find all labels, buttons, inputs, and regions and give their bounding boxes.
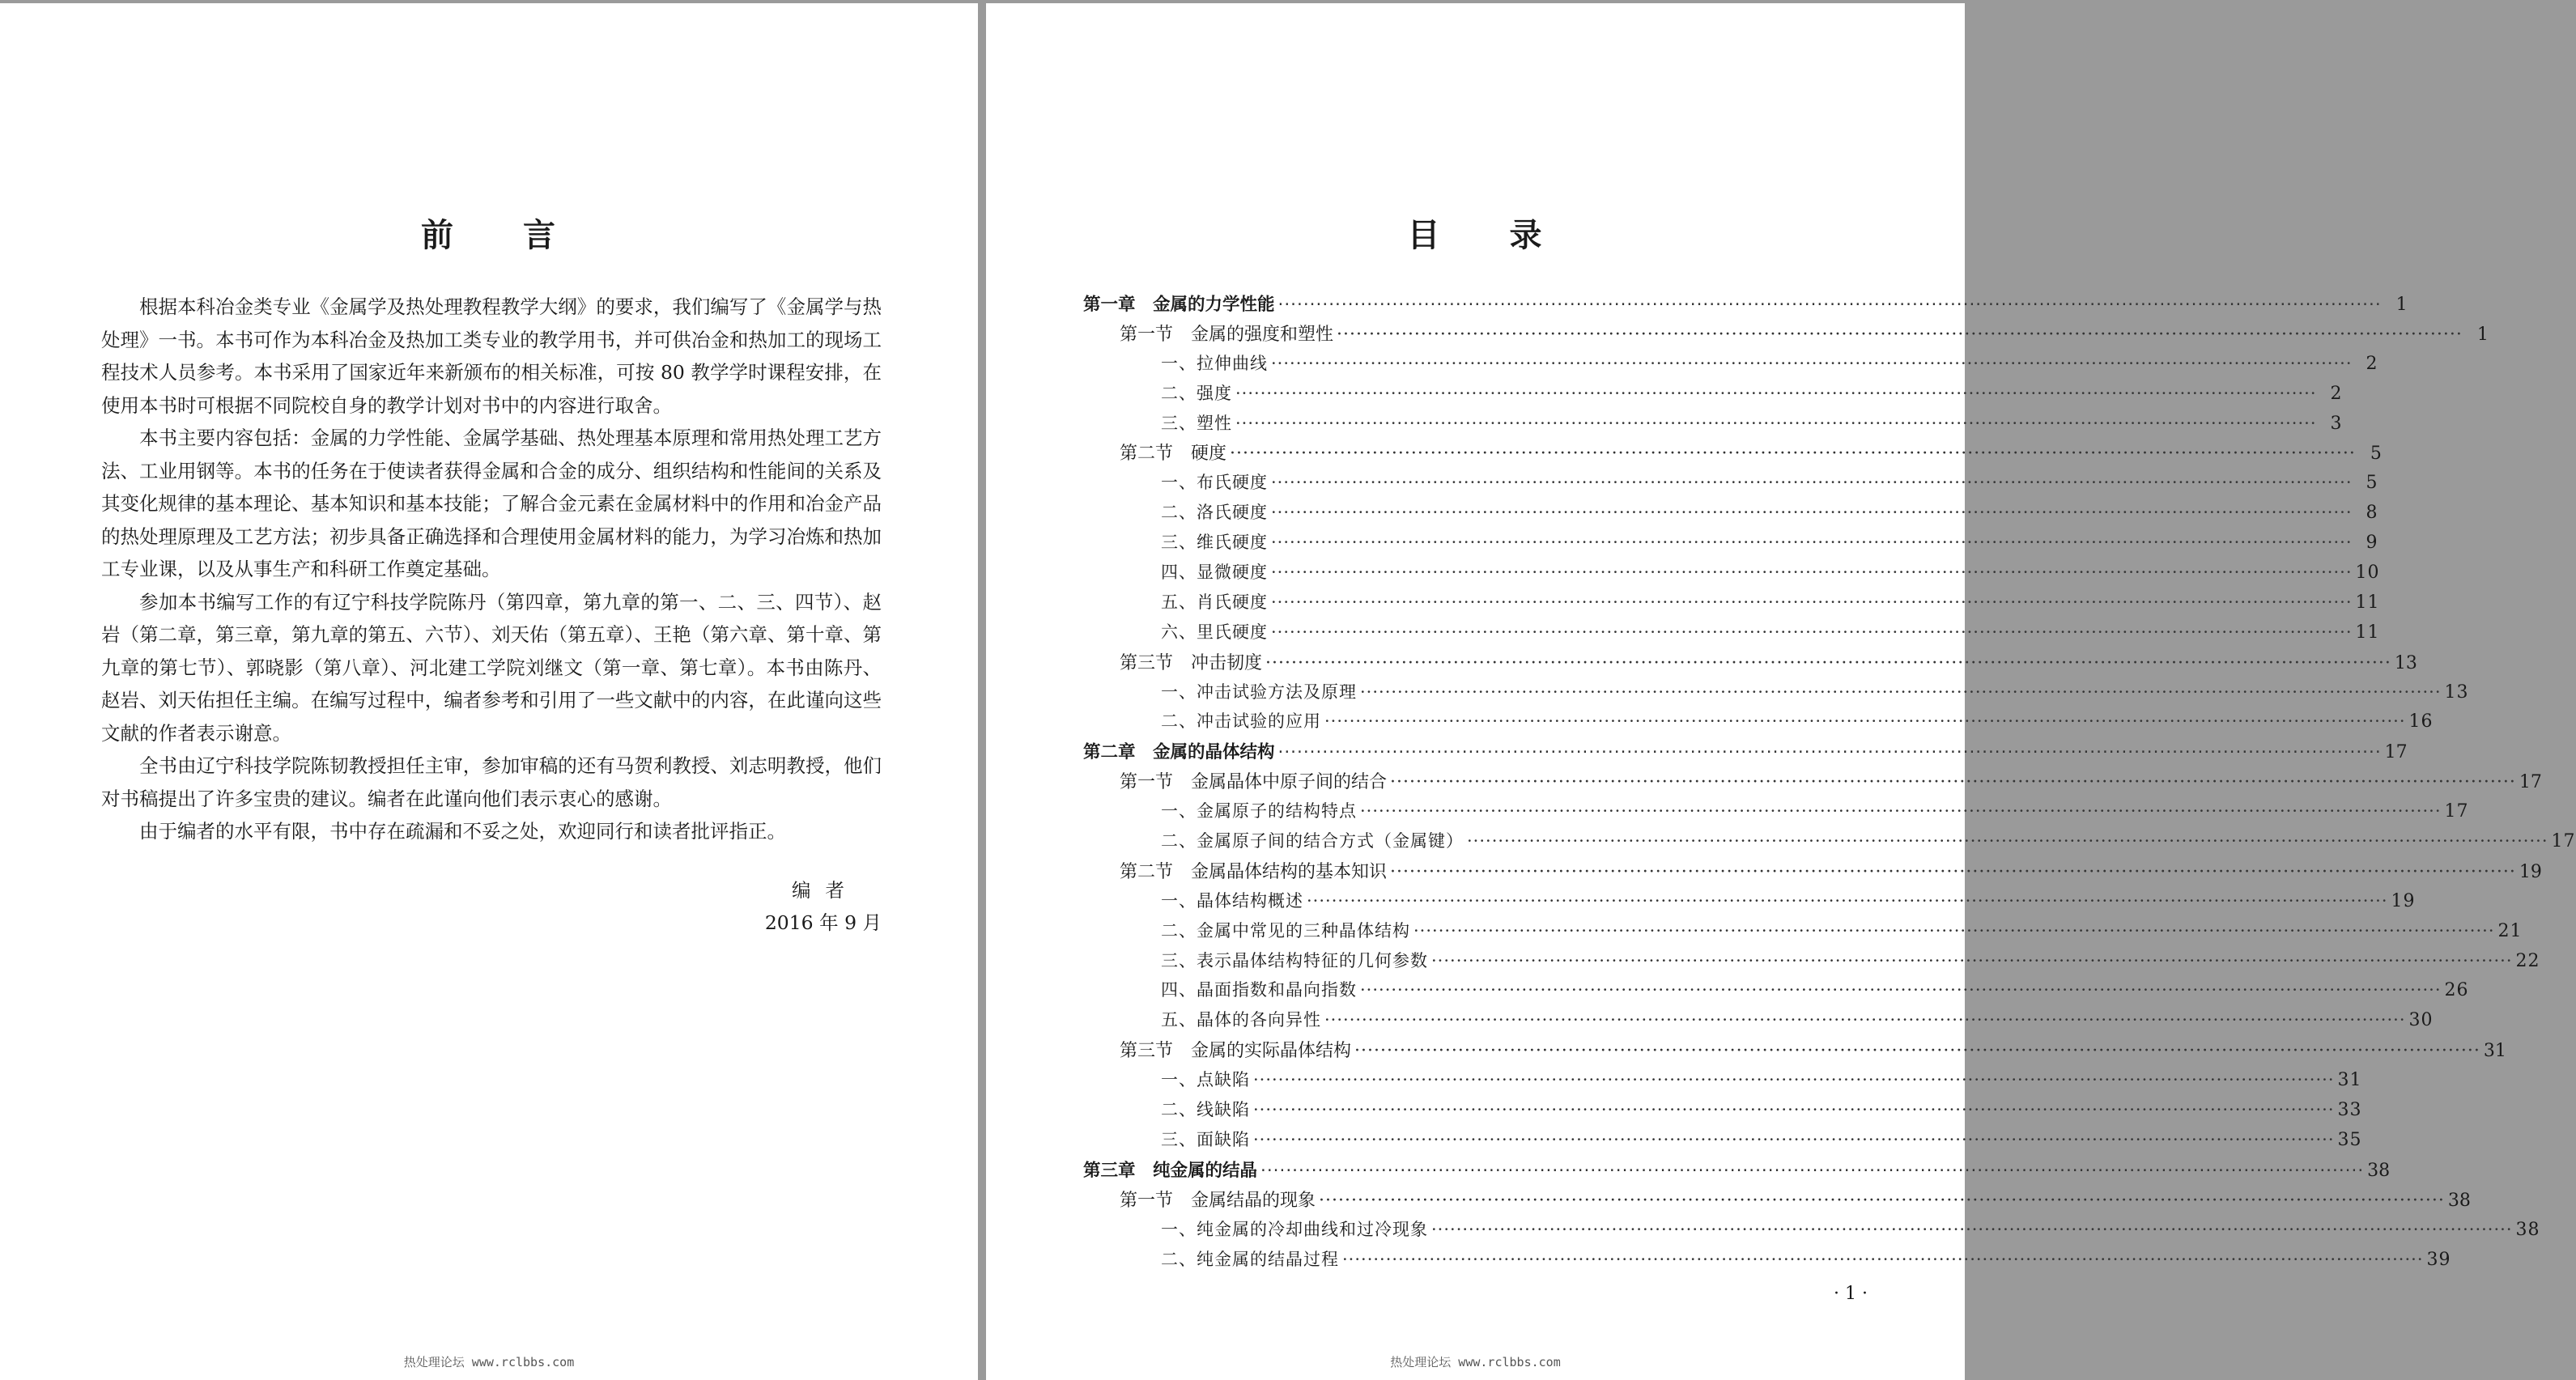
toc-leader-dots [1271, 503, 2353, 522]
toc-leader-dots [1271, 563, 2353, 582]
toc-entry-page: 17 [2444, 801, 2469, 822]
toc-leader-dots [1354, 1041, 2480, 1061]
toc-entry-page: 11 [2355, 622, 2380, 643]
preface-paragraph: 根据本科冶金类专业《金属学及热处理教程教学大纲》的要求，我们编写了《金属学与热处理》一书。本书可作为本科冶金及热加工类专业的教学用书，并可供冶金和热加工的现场工程技术人员参考。本书采用了国家近年来新颁布的相关标准，可按 80 教学学时课程安排，在使用本书时可根据不同院校自身的教学计划对书中的内容进行取舍。 [101, 295, 882, 417]
toc-entry-label: 第三节 冲击韧度 [1120, 652, 1263, 673]
toc-entry-page: 10 [2355, 563, 2380, 584]
toc-item-row[interactable] [1083, 350, 2378, 380]
toc-entry-label: 第三节 金属的实际晶体结构 [1120, 1041, 1352, 1062]
toc-item-row[interactable] [1083, 828, 2576, 858]
toc-section-row[interactable] [1083, 439, 2382, 469]
toc-entry-page: 1 [2476, 324, 2489, 345]
toc-leader-dots [1271, 622, 2353, 642]
toc-section-row[interactable] [1083, 1187, 2471, 1217]
toc-entry-label: 一、点缺陷 [1161, 1070, 1250, 1090]
toc-entry-page: 5 [2366, 473, 2378, 494]
toc-entry-label: 二、冲击试验的应用 [1161, 711, 1321, 732]
toc-leader-dots [1253, 1130, 2335, 1149]
toc-leader-dots [1235, 384, 2317, 403]
toc-leader-dots [1271, 354, 2353, 373]
toc-leader-dots [1431, 951, 2513, 970]
page-footer: 热处理论坛 www.rclbbs.com [1390, 1355, 1561, 1369]
toc-leader-dots [1307, 891, 2388, 911]
toc-entry-label: 三、维氏硬度 [1161, 533, 1268, 553]
preface-title: 前 言 [421, 216, 557, 254]
toc-item-row[interactable] [1083, 1007, 2434, 1037]
toc-entry-page: 3 [2330, 413, 2343, 434]
toc-leader-dots [1319, 1191, 2445, 1211]
toc-page [986, 3, 2576, 1380]
toc-item-row[interactable] [1083, 798, 2469, 828]
preface-paragraph: 由于编者的水平有限，书中存在疏漏和不妥之处，欢迎同行和读者批评指正。 [139, 820, 786, 843]
toc-chapter-row[interactable] [1083, 291, 2408, 321]
toc-entry-label: 二、线缺陷 [1161, 1100, 1250, 1120]
toc-entry-label: 二、强度 [1161, 383, 1232, 403]
toc-item-row[interactable] [1083, 1246, 2451, 1276]
toc-entry-page: 35 [2337, 1129, 2362, 1150]
toc-entry-label: 二、洛氏硬度 [1161, 503, 1268, 523]
toc-entry-label: 四、显微硬度 [1161, 563, 1268, 583]
toc-entry-page: 2 [2366, 353, 2378, 374]
toc-entry-page: 26 [2444, 980, 2469, 1001]
toc-section-row[interactable] [1083, 858, 2542, 888]
toc-entry-label: 一、布氏硬度 [1161, 473, 1268, 493]
toc-leader-dots [1253, 1070, 2335, 1089]
toc-item-row[interactable] [1083, 1217, 2540, 1246]
toc-leader-dots [1390, 862, 2516, 882]
toc-leader-dots [1360, 682, 2442, 702]
toc-entry-page: 30 [2408, 1010, 2434, 1031]
toc-entry-page: 17 [2384, 742, 2408, 763]
preface-paragraph: 参加本书编写工作的有辽宁科技学院陈丹（第四章，第九章的第一、二、三、四节）、赵岩（第二章，第三章，第九章的第五、六节）、刘天佑（第五章）、王艳（第六章、第十章、第九章的第七节）、郭晓影（第八章）、河北建工学院刘继文（第一章、第七章）。本书由陈丹、赵岩、刘天佑担任主编。在编写过程中，编者参考和引用了一些文献中的内容，在此谨向这些文献的作者表示谢意。 [101, 590, 882, 745]
toc-entry-label: 第一节 金属结晶的现象 [1120, 1190, 1316, 1211]
toc-entry-page: 1 [2395, 295, 2408, 315]
toc-item-row[interactable] [1083, 977, 2469, 1007]
toc-entry-page: 31 [2483, 1041, 2506, 1062]
table-of-contents [1083, 291, 2576, 1276]
toc-leader-dots [1431, 1220, 2513, 1239]
toc-leader-dots [1235, 414, 2317, 433]
preface-paragraph: 本书主要内容包括：金属的力学性能、金属学基础、热处理基本原理和常用热处理工艺方法、工业用钢等。本书的任务在于使读者获得金属和合金的成分、组织结构和性能间的关系及其变化规律的基本理论、基本知识和基本技能；了解合金元素在金属材料中的作用和冶金产品的热处理原理及工艺方法；初步具备正确选择和合理使用金属材料的能力，为学习冶炼和热加工专业课，以及从事生产和科研工作奠定基础。 [101, 427, 882, 580]
preface-page [0, 3, 978, 1380]
toc-entry-label: 一、纯金属的冷却曲线和过冷现象 [1161, 1219, 1428, 1239]
toc-entry-page: 21 [2497, 920, 2523, 941]
toc-chapter-row[interactable] [1083, 738, 2408, 768]
toc-leader-dots [1278, 295, 2382, 315]
toc-entry-page: 22 [2515, 950, 2540, 971]
toc-leader-dots [1360, 980, 2442, 1000]
toc-leader-dots [1278, 742, 2382, 762]
toc-entry-label: 第二章 金属的晶体结构 [1083, 742, 1275, 763]
toc-item-row[interactable] [1083, 679, 2469, 709]
toc-item-row[interactable] [1083, 1127, 2362, 1157]
toc-leader-dots [1271, 473, 2353, 492]
toc-section-row[interactable] [1083, 321, 2489, 350]
toc-item-row[interactable] [1083, 469, 2378, 499]
toc-entry-page: 38 [2447, 1190, 2471, 1211]
toc-entry-label: 五、肖氏硬度 [1161, 592, 1268, 612]
toc-entry-page: 17 [2551, 831, 2576, 852]
toc-entry-label: 三、面缺陷 [1161, 1129, 1250, 1149]
toc-leader-dots [1271, 533, 2353, 552]
toc-item-row[interactable] [1083, 619, 2380, 649]
toc-entry-page: 13 [2394, 652, 2417, 673]
toc-chapter-row[interactable] [1083, 1157, 2391, 1187]
toc-entry-label: 一、晶体结构概述 [1161, 890, 1303, 911]
toc-entry-label: 第一节 金属晶体中原子间的结合 [1120, 772, 1388, 793]
toc-entry-label: 六、里氏硬度 [1161, 622, 1268, 642]
toc-entry-page: 19 [2391, 890, 2416, 911]
toc-title: 目 录 [1407, 216, 1544, 254]
toc-item-row[interactable] [1083, 559, 2380, 589]
toc-leader-dots [1337, 325, 2463, 345]
toc-item-row[interactable] [1083, 948, 2540, 978]
toc-item-row[interactable] [1083, 918, 2523, 948]
toc-entry-page: 38 [2367, 1160, 2391, 1181]
preface-paragraph: 全书由辽宁科技学院陈韧教授担任主审，参加审稿的还有马贺利教授、刘志明教授，他们对书稿提出了许多宝贵的建议。编者在此谨向他们表示衷心的感谢。 [101, 754, 882, 810]
toc-leader-dots [1230, 444, 2356, 464]
toc-leader-dots [1324, 711, 2406, 731]
toc-entry-page: 17 [2519, 772, 2542, 793]
toc-entry-label: 三、塑性 [1161, 413, 1232, 433]
toc-entry-label: 二、金属原子间的结合方式（金属键） [1161, 831, 1464, 851]
toc-item-row[interactable] [1083, 380, 2343, 410]
toc-item-row[interactable] [1083, 1097, 2362, 1127]
toc-entry-label: 第二节 硬度 [1120, 444, 1227, 465]
toc-leader-dots [1271, 592, 2353, 612]
toc-leader-dots [1253, 1100, 2335, 1119]
toc-leader-dots [1413, 921, 2495, 941]
toc-entry-page: 31 [2337, 1070, 2362, 1091]
toc-entry-page: 38 [2515, 1219, 2540, 1240]
toc-item-row[interactable] [1083, 499, 2378, 529]
toc-entry-label: 五、晶体的各向异性 [1161, 1010, 1321, 1030]
toc-entry-label: 二、金属中常见的三种晶体结构 [1161, 920, 1410, 941]
toc-entry-page: 11 [2355, 592, 2380, 613]
toc-entry-page: 9 [2366, 533, 2378, 554]
toc-item-row[interactable] [1083, 888, 2416, 918]
toc-leader-dots [1360, 801, 2442, 821]
toc-entry-page: 19 [2519, 861, 2542, 882]
toc-section-row[interactable] [1083, 1037, 2506, 1067]
preface-signature: 编者 [792, 879, 859, 902]
toc-leader-dots [1390, 772, 2516, 792]
preface-date: 2016 年 9 月 [764, 911, 882, 934]
toc-entry-label: 第一章 金属的力学性能 [1083, 295, 1275, 315]
toc-entry-label: 一、冲击试验方法及原理 [1161, 682, 1357, 702]
toc-entry-label: 第三章 纯金属的结晶 [1083, 1160, 1258, 1181]
toc-entry-page: 13 [2444, 682, 2469, 703]
toc-leader-dots [1324, 1010, 2406, 1030]
toc-section-row[interactable] [1083, 649, 2417, 679]
toc-item-row[interactable] [1083, 1067, 2362, 1097]
page-footer: 热处理论坛 www.rclbbs.com [403, 1355, 575, 1369]
toc-item-row[interactable] [1083, 410, 2343, 440]
toc-entry-page: 33 [2337, 1100, 2362, 1121]
toc-entry-page: 8 [2366, 503, 2378, 524]
toc-entry-label: 第一节 金属的强度和塑性 [1120, 324, 1334, 345]
toc-section-row[interactable] [1083, 768, 2542, 798]
toc-item-row[interactable] [1083, 589, 2380, 619]
preface-body [101, 291, 882, 848]
toc-entry-label: 四、晶面指数和晶向指数 [1161, 980, 1357, 1000]
toc-entry-label: 二、纯金属的结晶过程 [1161, 1249, 1339, 1269]
toc-item-row[interactable] [1083, 708, 2434, 738]
toc-entry-page: 39 [2426, 1249, 2451, 1270]
toc-entry-page: 16 [2408, 711, 2434, 732]
toc-leader-dots [1260, 1161, 2364, 1181]
toc-leader-dots [1265, 653, 2391, 673]
toc-entry-label: 第二节 金属晶体结构的基本知识 [1120, 861, 1388, 882]
toc-leader-dots [1342, 1250, 2424, 1269]
toc-entry-label: 一、金属原子的结构特点 [1161, 801, 1357, 822]
toc-entry-label: 三、表示晶体结构特征的几何参数 [1161, 950, 1428, 970]
toc-entry-label: 一、拉伸曲线 [1161, 353, 1268, 373]
toc-entry-page: 2 [2330, 383, 2343, 404]
toc-entry-page: 5 [2370, 444, 2382, 465]
page-number: · 1 · [1834, 1284, 1868, 1304]
toc-item-row[interactable] [1083, 529, 2378, 559]
toc-leader-dots [1467, 831, 2548, 851]
